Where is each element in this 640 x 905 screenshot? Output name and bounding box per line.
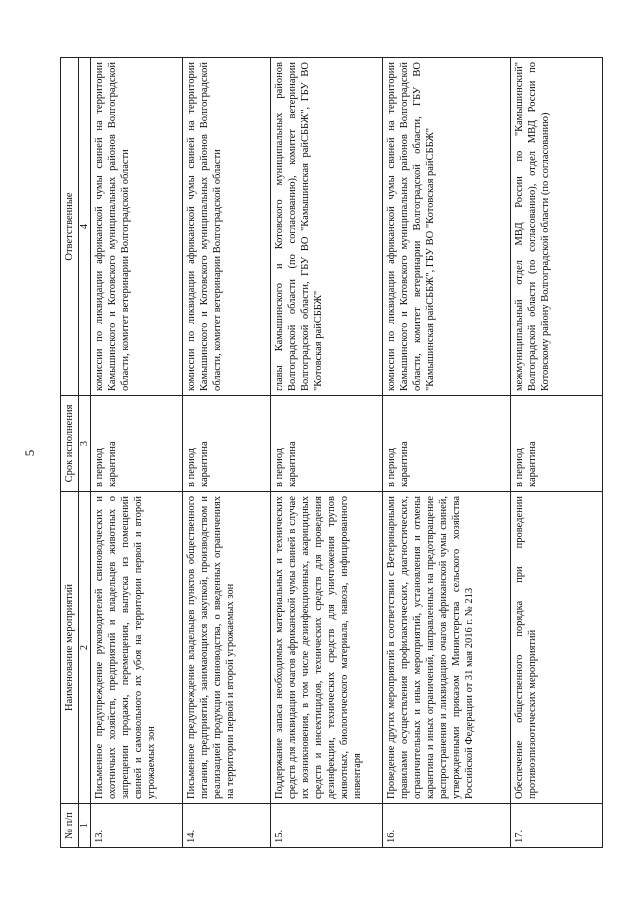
- header-term: Срок исполнения: [61, 396, 79, 492]
- row-number: 17.: [511, 804, 603, 848]
- column-index: 1: [79, 804, 91, 848]
- table-row: [271, 58, 383, 848]
- page-number: 5: [22, 449, 37, 457]
- row-measure: Письменное предупреждение руководителей свиноводческих и охотничьих хозяйств, предприятий и владельцев животных о запрещении продажи, перемещения, выпуска из помещений свиней и самовольного их убоя на территории первой и второй угрожаемых зон: [91, 492, 183, 804]
- row-number: 16.: [383, 804, 511, 848]
- row-responsible: комиссии по ликвидации африканской чумы свиней на территории Камышинского и Котовского муниципальных районов Волгоградской области, комитет ветеринарии Волгоградской области, ГБУ ВО "Камышинская райСББЖ", ГБУ ВО "Котовская райСББЖ": [383, 58, 511, 396]
- row-measure: Обеспечение общественного порядка при проведении противоэпизоотических мероприятий: [511, 492, 603, 804]
- row-responsible: комиссии по ликвидации африканской чумы свиней на территории Камышинского и Котовского муниципальных районов Волгоградской области, комитет ветеринарии Волгоградской области: [91, 58, 183, 396]
- column-index: 3: [79, 396, 91, 492]
- row-term: в период карантина: [271, 396, 383, 492]
- row-responsible: главы Камышинского и Котовского муниципальных районов Волгоградской области (по согласованию), комитет ветеринарии Волгоградской области, ГБУ ВО "Камышинская райСББЖ", ГБУ ВО "Котовская райСББЖ": [271, 58, 383, 396]
- table-row: [511, 58, 603, 848]
- table-header-row: [61, 58, 79, 848]
- row-responsible: комиссии по ликвидации африканской чумы свиней на территории Камышинского и Котовского муниципальных районов Волгоградской области, комитет ветеринарии Волгоградской области: [183, 58, 271, 396]
- row-term: в период карантина: [511, 396, 603, 492]
- column-index-row: [79, 58, 91, 848]
- column-index: 4: [79, 58, 91, 396]
- table-row: [383, 58, 511, 848]
- row-measure: Поддержание запаса необходимых материальных и технических средств для ликвидации очагов африканской чумы свиней в случае их возникновения, в том числе дезинфекционных, акарицидных средств и инсектицидов, технических средств для проведения дезинфекции, технических средств для уничтожения трупов животных, биологического материала, навоза, инфицированного инвентаря: [271, 492, 383, 804]
- row-responsible: межмуниципальный отдел МВД России по "Камышинский" Волгоградской области (по согласованию), отдел МВД России по Котовскому району Волгоградской области (по согласованию): [511, 58, 603, 396]
- table-row: [91, 58, 183, 848]
- row-number: 14.: [183, 804, 271, 848]
- row-measure: Проведение других мероприятий в соответствии с Ветеринарными правилами осуществления профилактических, диагностических, ограничительных и иных мероприятий, установления и отмены карантина и иных ограничений, направленных на предотвращение распространения и ликвидацию очагов африканской чумы свиней, утвержденными приказом Министерства сельского хозяйства Российской Федерации от 31 мая 2016 г. № 213: [383, 492, 511, 804]
- header-measure: Наименование мероприятий: [61, 492, 79, 804]
- table-row: [183, 58, 271, 848]
- row-term: в период карантина: [183, 396, 271, 492]
- header-number: № п/п: [61, 804, 79, 848]
- row-number: 13.: [91, 804, 183, 848]
- row-measure: Письменное предупреждение владельцев пунктов общественного питания, предприятий, занимающихся закупкой, производством и реализацией продукции свиноводства, о введенных ограничениях на территории первой и второй угрожаемых зон: [183, 492, 271, 804]
- row-number: 15.: [271, 804, 383, 848]
- measures-table: [60, 57, 603, 848]
- header-responsible: Ответственные: [61, 58, 79, 396]
- row-term: в период карантина: [383, 396, 511, 492]
- rotated-table-container: [60, 58, 604, 848]
- row-term: в период карантина: [91, 396, 183, 492]
- column-index: 2: [79, 492, 91, 804]
